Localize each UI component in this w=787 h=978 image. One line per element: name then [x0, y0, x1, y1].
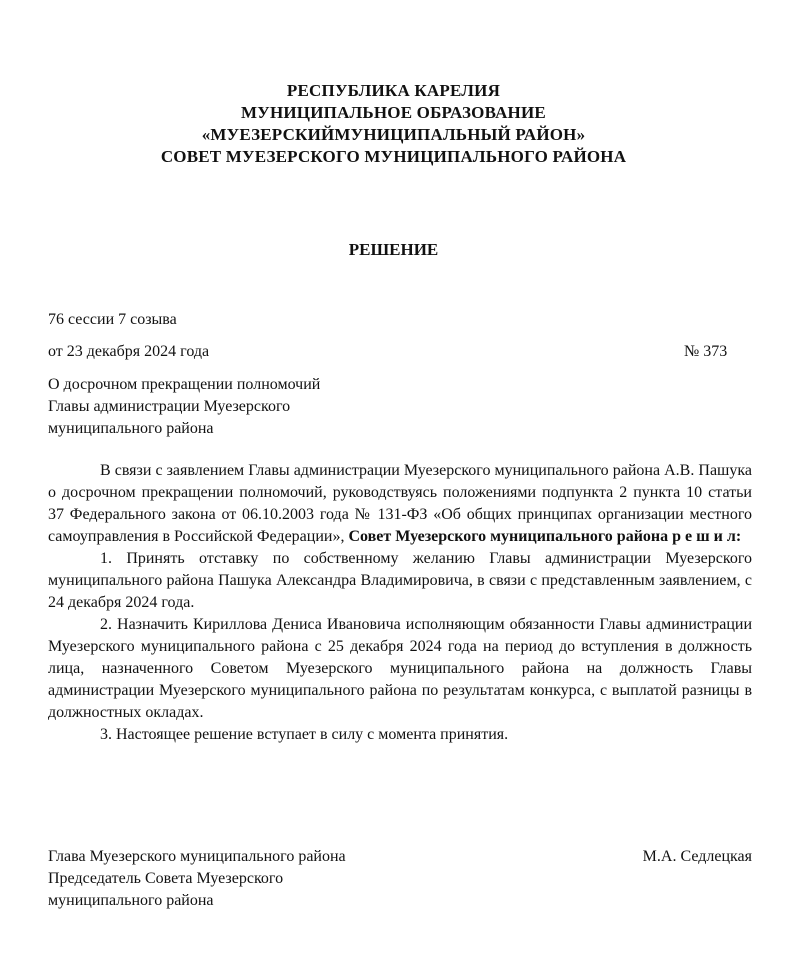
header-republic: РЕСПУБЛИКА КАРЕЛИЯ	[286, 81, 501, 100]
subject-line: муниципального района	[48, 420, 214, 437]
document-number: № 373	[684, 343, 728, 360]
signatory-title: Председатель Совета Муезерского	[48, 870, 284, 887]
header-municipal-formation: МУНИЦИПАЛЬНОЕ ОБРАЗОВАНИЕ	[241, 103, 546, 122]
subject-line: Главы администрации Муезерского	[48, 398, 291, 415]
decision-item-1: 1. Принять отставку по собственному желанию Главы администрации Муезерского муниципального района Пашука Александра Владимировича, в связи с представленным заявлением, с 24 декабря 2024 года.	[48, 550, 752, 611]
header-council: СОВЕТ МУЕЗЕРСКОГО МУНИЦИПАЛЬНОГО РАЙОНА	[160, 147, 627, 166]
document-header	[0, 80, 787, 168]
signatory-title: муниципального района	[48, 892, 214, 909]
decision-phrase: Совет Муезерского муниципального района р е ш и л:	[348, 528, 742, 545]
document-subject	[48, 374, 320, 440]
preamble-text: В связи с заявлением Главы администрации Муезерского муниципального района А.В. Пашука о досрочном прекращении полномочий, руководствуясь положениями подпункта 2 пункта 10 статьи 37 Федерального закона от 06.10.2003 года № 131-ФЗ «Об общих принципах организации местного самоуправления в Российской Федерации»,	[48, 462, 752, 545]
signature-block	[48, 846, 752, 912]
signatory-name: М.А. Седлецкая	[642, 848, 752, 865]
subject-line: О досрочном прекращении полномочий	[48, 376, 321, 393]
decision-item-2: 2. Назначить Кириллова Дениса Ивановича исполняющим обязанности Главы администрации Муезерского муниципального района с 25 декабря 2024 года на период до вступления в должность лица, назначенного Советом Муезерского муниципального района на должность Главы администрации Муезерского муниципального района по результатам конкурса, с выплатой разницы в должностных окладах.	[48, 616, 752, 721]
signatory-title: Глава Муезерского муниципального района	[48, 848, 346, 865]
preamble-paragraph	[48, 460, 752, 548]
session-info: 76 сессии 7 созыва	[48, 311, 177, 328]
document-type-title: РЕШЕНИЕ	[348, 240, 439, 259]
header-district-name: «МУЕЗЕРСКИЙМУНИЦИПАЛЬНЫЙ РАЙОН»	[201, 125, 586, 144]
decision-item-3: 3. Настоящее решение вступает в силу с момента принятия.	[100, 726, 509, 743]
document-body	[48, 460, 752, 746]
document-date: от 23 декабря 2024 года	[48, 343, 210, 360]
